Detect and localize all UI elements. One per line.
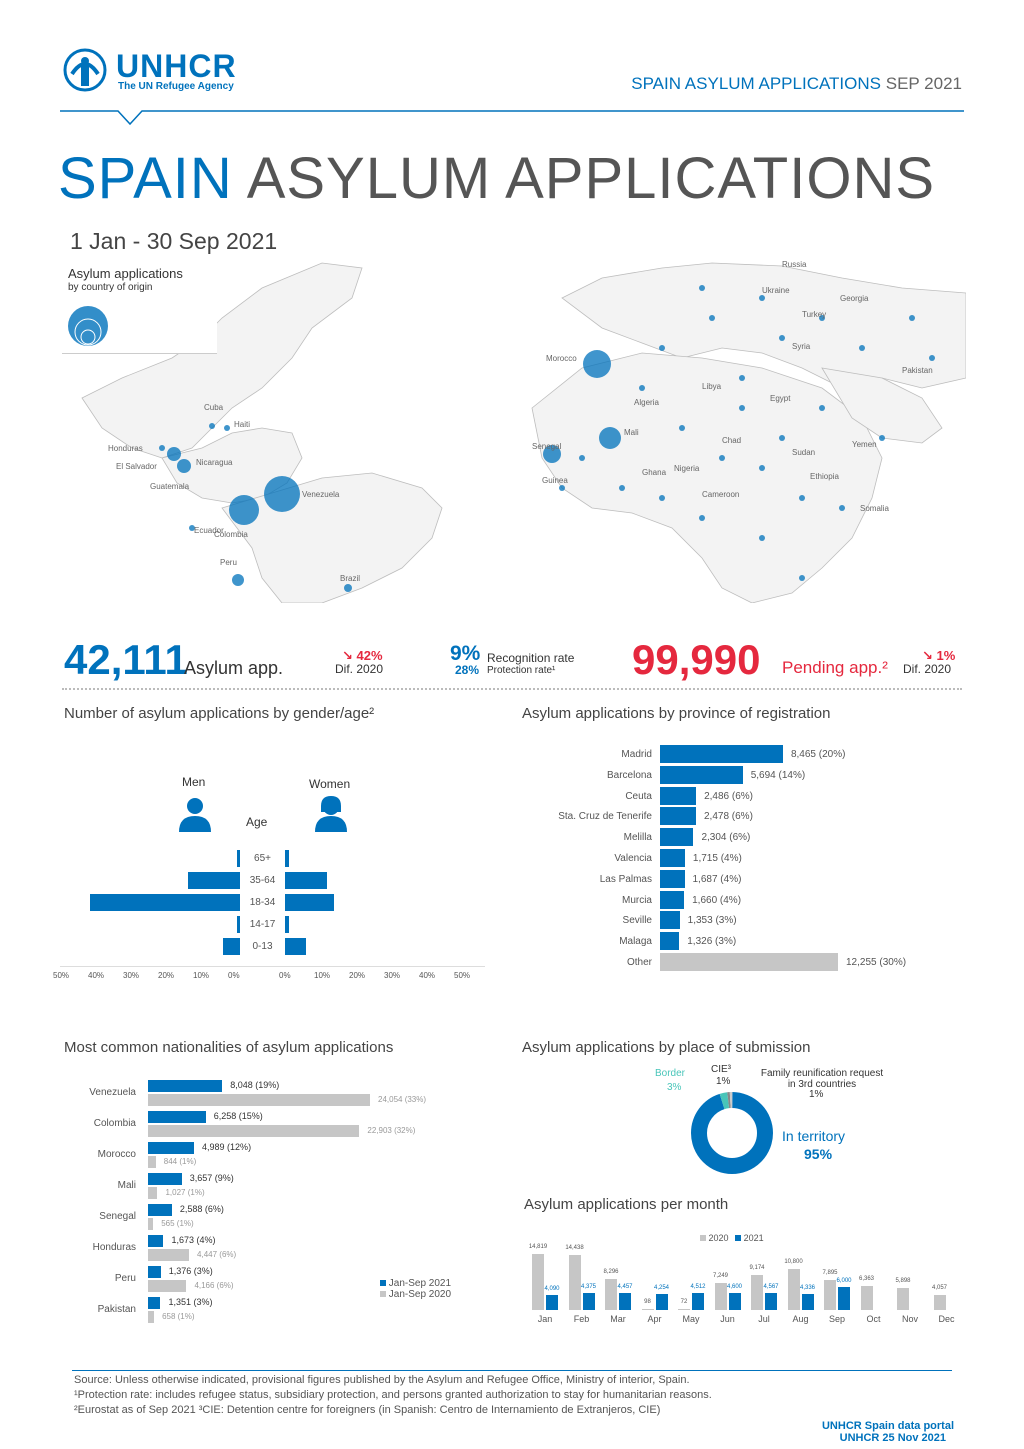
nationality-value-2020: 658 (1%): [162, 1312, 195, 1321]
province-bar: [660, 932, 679, 950]
month-value-2020: 10,800: [784, 1259, 803, 1266]
month-label: Sep: [828, 1314, 845, 1324]
province-name: Murcia: [621, 894, 652, 906]
cie-label: CIE³: [711, 1064, 731, 1075]
month-label: Oct: [866, 1314, 881, 1324]
map-label-libya: Libya: [702, 382, 722, 391]
footer-notes: [74, 1373, 954, 1418]
border-pct: 3%: [667, 1082, 682, 1093]
month-bar-2020: [532, 1254, 544, 1310]
age-group-label: 14-17: [249, 919, 276, 930]
map-label-ukraine: Ukraine: [762, 286, 790, 295]
bubble-venezuela: [264, 476, 300, 512]
nationality-bar-2021: [148, 1235, 163, 1247]
month-value-2021: 4,254: [653, 1284, 669, 1291]
nat-legend: [380, 1278, 451, 1300]
month-bar-2020: [569, 1255, 581, 1310]
nationality-name: Pakistan: [97, 1304, 136, 1315]
month-value-2021: 4,567: [763, 1283, 779, 1290]
map-label-nigeria: Nigeria: [674, 464, 700, 473]
province-name: Seville: [622, 915, 652, 927]
map-label-colombia: Colombia: [214, 530, 248, 539]
kpi-pending-value: 99,990: [632, 636, 761, 683]
nationality-value-2021: 2,588 (6%): [179, 1204, 224, 1214]
nat-legend-2021: Jan-Sep 2021: [388, 1278, 452, 1289]
nationality-value-2021: 1,351 (3%): [168, 1297, 213, 1307]
map-label-haiti: Haiti: [234, 420, 251, 429]
map-label-syria: Syria: [792, 342, 811, 351]
month-bar-2021: [619, 1293, 631, 1310]
month-value-2021: 4,375: [580, 1284, 596, 1291]
month-bar-2021: [838, 1287, 850, 1310]
month-label: May: [682, 1314, 700, 1324]
footer-divider: [72, 1370, 952, 1371]
header-divider: [60, 108, 964, 128]
men-bar: [223, 938, 241, 955]
province-bar: [660, 891, 684, 909]
kpi-recognition-value: 9%: [450, 642, 481, 665]
axis-line: [60, 966, 485, 967]
province-name: Other: [626, 957, 652, 968]
month-bar-2020: [897, 1288, 909, 1310]
province-value: 1,715 (4%): [692, 853, 742, 864]
bubble-nicaragua: [177, 459, 191, 473]
women-bar: [285, 938, 306, 955]
map-label-cuba: Cuba: [204, 403, 224, 412]
axis-tick-left: 50%: [53, 971, 70, 980]
cie-pct: 1%: [716, 1076, 731, 1087]
family-label: Family reunification request in 3rd countries: [760, 1068, 884, 1090]
month-value-2021: 4,600: [726, 1283, 742, 1290]
women-bar: [285, 872, 327, 889]
map-label-ecuador: Ecuador: [194, 526, 224, 535]
territory-label: In territory: [782, 1128, 846, 1144]
nat-legend-2021-swatch: [380, 1280, 386, 1286]
map-label-turkey: Turkey: [802, 310, 827, 319]
nationality-bar-2020: [148, 1249, 189, 1261]
province-value: 2,304 (6%): [701, 832, 751, 844]
monthly-legend-2021: 2021: [743, 1233, 764, 1243]
map-legend-title: Asylum applications: [68, 266, 183, 281]
kpi-asylum-label: Asylum app.: [184, 658, 284, 678]
nationality-bar-2020: [148, 1187, 157, 1199]
nationality-value-2020: 24,054 (33%): [378, 1095, 427, 1104]
province-value: 5,694 (14%): [750, 769, 806, 781]
kpi-pending-diff: ↘ 1%: [922, 648, 956, 663]
map-label-somalia: Somalia: [860, 504, 889, 513]
age-label: Age: [246, 815, 268, 829]
men-bar: [237, 916, 241, 933]
map-label-pakistan: Pakistan: [902, 366, 933, 375]
kpi-asylum-diff-label: Dif. 2020: [335, 662, 384, 676]
province-value: 12,255 (30%): [846, 957, 907, 968]
month-value-2021: 6,000: [836, 1278, 852, 1285]
map-label-algeria: Algeria: [634, 398, 659, 407]
nationality-value-2020: 1,027 (1%): [165, 1188, 205, 1197]
month-bar-2021: [802, 1294, 814, 1310]
monthly-legend-2020: 2020: [708, 1233, 729, 1243]
axis-tick-right: 50%: [454, 971, 471, 980]
map-label-georgia: Georgia: [840, 294, 869, 303]
men-label: Men: [182, 775, 206, 789]
month-label: Jan: [537, 1314, 553, 1324]
kpi-pending-diff-label: Dif. 2020: [903, 662, 952, 676]
axis-tick-left: 20%: [158, 971, 175, 980]
month-bar-2021: [729, 1293, 741, 1310]
province-name: Las Palmas: [599, 873, 652, 885]
nationality-value-2021: 6,258 (15%): [213, 1111, 263, 1121]
month-label: Aug: [792, 1314, 809, 1324]
map-label-cameroon: Cameroon: [702, 490, 740, 499]
report-header: [631, 74, 962, 94]
map-label-peru: Peru: [220, 558, 237, 567]
nationality-value-2020: 844 (1%): [163, 1157, 197, 1166]
month-bar-2020: [861, 1286, 873, 1310]
map-label-brazil: Brazil: [340, 574, 361, 583]
bubble-mali: [599, 427, 621, 449]
nationality-value-2020: 22,903 (32%): [367, 1126, 416, 1135]
month-label: Jul: [758, 1314, 770, 1324]
territory-pct: 95%: [804, 1146, 833, 1162]
month-value-2020: 7,895: [822, 1270, 838, 1277]
nationality-bar-2021: [148, 1204, 172, 1216]
month-label: Mar: [610, 1314, 626, 1324]
woman-icon: [313, 796, 349, 832]
kpi-pending-label: Pending app.²: [782, 658, 888, 677]
province-bar: [660, 787, 696, 805]
unhcr-logo: [60, 48, 250, 98]
axis-tick-right: 40%: [419, 971, 436, 980]
month-value-2021: 4,336: [799, 1284, 815, 1291]
province-name: Madrid: [621, 749, 652, 760]
province-name: Malaga: [619, 936, 652, 948]
nationality-bar-2020: [148, 1311, 154, 1323]
page-title: [58, 145, 935, 212]
province-value: 2,486 (6%): [704, 790, 754, 802]
month-value-2020: 7,249: [712, 1272, 728, 1279]
nationality-bar-2020: [148, 1156, 156, 1168]
map-label-russia: Russia: [782, 260, 807, 269]
footer-note1: ¹Protection rate: includes refugee status, subsidiary protection, and persons granted authorization to stay for humanitarian reasons.: [74, 1389, 712, 1401]
nationality-value-2021: 8,048 (19%): [230, 1080, 280, 1090]
province-value: 1,326 (3%): [687, 936, 737, 948]
month-value-2020: 9,174: [749, 1265, 765, 1272]
men-bar: [90, 894, 241, 911]
footer-date: UNHCR 25 Nov 2021: [839, 1432, 946, 1444]
nationality-name: Peru: [114, 1273, 136, 1284]
nationality-bar-2020: [148, 1125, 359, 1137]
nationalities-title: Most common nationalities of asylum applications: [64, 1039, 394, 1056]
nationality-value-2020: 4,166 (6%): [194, 1281, 234, 1290]
kpi-protection-value: 28%: [455, 663, 480, 677]
map-label-venezuela: Venezuela: [302, 490, 340, 499]
nationality-value-2021: 1,376 (3%): [168, 1266, 213, 1276]
month-value-2020: 98: [644, 1299, 651, 1305]
month-label: Feb: [573, 1314, 590, 1324]
month-bar-2020: [678, 1309, 690, 1310]
nationality-bar-2021: [148, 1111, 206, 1123]
map-area: [62, 258, 966, 603]
donut-slice: [699, 1100, 765, 1166]
month-value-2021: 4,457: [617, 1284, 633, 1291]
province-value: 1,687 (4%): [692, 873, 742, 885]
month-value-2020: 14,819: [528, 1244, 548, 1250]
province-bar: [660, 870, 685, 888]
map-label-egypt: Egypt: [770, 394, 791, 403]
nationality-bar-2021: [148, 1266, 161, 1278]
month-label: Apr: [647, 1314, 662, 1324]
submission-title: Asylum applications by place of submission: [522, 1039, 811, 1056]
province-bar: [660, 953, 838, 971]
gender-age-title: Number of asylum applications by gender/age²: [64, 705, 375, 722]
axis-tick-left: 40%: [88, 971, 105, 980]
month-label: Dec: [938, 1314, 955, 1324]
month-bar-2021: [692, 1293, 704, 1310]
province-name: Melilla: [623, 832, 652, 844]
province-name: Valencia: [614, 853, 652, 864]
map-label-honduras: Honduras: [108, 444, 143, 453]
bubble-colombia: [229, 495, 259, 525]
month-bar-2020: [751, 1275, 763, 1310]
women-bar: [285, 850, 289, 867]
province-name: Barcelona: [606, 769, 652, 781]
kpi-asylum-value: 42,111: [64, 636, 188, 683]
kpi-protection-label: Protection rate¹: [487, 665, 556, 676]
province-name: Sta. Cruz de Tenerife: [558, 811, 652, 823]
age-group-label: 0-13: [252, 941, 273, 952]
province-bar: [660, 807, 696, 825]
women-label: Women: [309, 777, 351, 791]
month-value-2021: 4,090: [544, 1285, 560, 1292]
province-bar: [660, 911, 680, 929]
map-label-chad: Chad: [722, 436, 742, 445]
month-bar-2021: [765, 1293, 777, 1310]
nationality-value-2020: 565 (1%): [161, 1219, 194, 1228]
kpi-divider: [62, 688, 962, 690]
map-label-senegal: Senegal: [532, 442, 562, 451]
logo-subtitle: The UN Refugee Agency: [118, 81, 234, 92]
footer-portal[interactable]: UNHCR Spain data portal: [821, 1420, 954, 1432]
nationality-name: Colombia: [93, 1118, 136, 1129]
age-group-label: 18-34: [249, 897, 276, 908]
month-bar-2021: [656, 1294, 668, 1310]
month-value-2020: 5,898: [895, 1277, 911, 1284]
axis-tick-left: 0%: [228, 971, 240, 980]
month-label: Nov: [901, 1314, 918, 1324]
month-label: Jun: [720, 1314, 735, 1324]
monthly-chart: [524, 1240, 964, 1330]
map-label-morocco: Morocco: [546, 354, 577, 363]
nationality-name: Mali: [117, 1180, 136, 1191]
province-bar: [660, 849, 685, 867]
nationality-bar-2021: [148, 1297, 160, 1309]
axis-tick-right: 0%: [279, 971, 291, 980]
bubble-honduras: [167, 447, 181, 461]
nationality-bar-2020: [148, 1094, 370, 1106]
province-name: Ceuta: [625, 790, 652, 802]
province-chart: [520, 745, 970, 985]
axis-tick-right: 30%: [384, 971, 401, 980]
bubble-peru: [232, 574, 244, 586]
logo-text: UNHCR: [116, 48, 237, 84]
month-bar-2020: [642, 1309, 654, 1310]
age-group-label: 65+: [254, 853, 271, 864]
map-legend-subtitle: by country of origin: [68, 282, 153, 293]
axis-tick-right: 10%: [314, 971, 331, 980]
report-header-title: SPAIN ASYLUM APPLICATIONS: [631, 74, 881, 93]
women-bar: [285, 916, 289, 933]
map-bubbles: [62, 258, 966, 603]
footer-source: Source: Unless otherwise indicated, provisional figures published by the Asylum and Refugee Office, Ministry of interior, Spain.: [74, 1374, 690, 1386]
map-label-nicaragua: Nicaragua: [196, 458, 233, 467]
submission-donut: [687, 1088, 777, 1178]
province-bar: [660, 828, 693, 846]
nat-legend-2020-swatch: [380, 1291, 386, 1297]
nationality-value-2020: 4,447 (6%): [197, 1250, 237, 1259]
month-bar-2020: [824, 1280, 836, 1310]
province-bar: [660, 766, 743, 784]
nationality-name: Honduras: [92, 1242, 136, 1253]
map-label-guatemala: Guatemala: [150, 482, 190, 491]
month-value-2020: 72: [680, 1299, 688, 1305]
map-label-guinea: Guinea: [542, 476, 568, 485]
month-value-2020: 6,363: [858, 1275, 874, 1282]
unhcr-emblem-icon: [60, 48, 110, 94]
man-icon: [177, 796, 213, 832]
gender-age-chart: [53, 850, 485, 995]
axis-tick-right: 20%: [349, 971, 366, 980]
axis-tick-left: 30%: [123, 971, 140, 980]
footer-note2: ²Eurostat as of Sep 2021 ³CIE: Detention centre for foreigners (in Spanish: Centro de Internamiento de Extranjeros, CIE): [74, 1404, 661, 1416]
men-bar: [188, 872, 241, 889]
province-value: 2,478 (6%): [703, 811, 753, 823]
family-pct: 1%: [809, 1089, 824, 1100]
border-label: Border: [655, 1068, 686, 1079]
nationality-bar-2021: [148, 1173, 182, 1185]
bubble-morocco: [583, 350, 611, 378]
nationality-bar-2020: [148, 1280, 186, 1292]
map-label-mali: Mali: [624, 428, 639, 437]
nationality-name: Morocco: [97, 1149, 136, 1160]
nationality-value-2021: 3,657 (9%): [189, 1173, 234, 1183]
month-bar-2021: [546, 1295, 558, 1310]
axis-tick-left: 10%: [193, 971, 210, 980]
nationality-value-2021: 1,673 (4%): [171, 1235, 216, 1245]
province-title: Asylum applications by province of registration: [522, 705, 831, 722]
map-label-ethiopia: Ethiopia: [810, 472, 839, 481]
month-value-2021: 4,512: [690, 1283, 706, 1290]
report-header-date: SEP 2021: [885, 74, 962, 93]
age-group-label: 35-64: [249, 875, 276, 886]
month-bar-2020: [934, 1295, 946, 1310]
month-value-2020: 4,057: [931, 1284, 947, 1291]
nationality-bar-2021: [148, 1142, 194, 1154]
men-bar: [237, 850, 241, 867]
period: 1 Jan - 30 Sep 2021: [70, 228, 278, 254]
nationality-name: Senegal: [99, 1211, 136, 1222]
page-title-rest: ASYLUM APPLICATIONS: [246, 146, 936, 211]
province-value: 8,465 (20%): [790, 749, 846, 760]
nat-legend-2020: Jan-Sep 2020: [388, 1289, 452, 1300]
kpi-recognition-label: Recognition rate: [487, 651, 575, 665]
map-label-el-salvador: El Salvador: [116, 462, 157, 471]
province-value: 1,353 (3%): [687, 915, 737, 927]
nationality-name: Venezuela: [89, 1087, 136, 1098]
nationality-bar-2020: [148, 1218, 153, 1230]
province-value: 1,660 (4%): [692, 894, 742, 906]
women-bar: [285, 894, 334, 911]
province-bar: [660, 745, 783, 763]
map-label-yemen: Yemen: [852, 440, 877, 449]
month-value-2020: 8,296: [603, 1268, 619, 1275]
kpi-asylum-diff: ↘ 42%: [342, 648, 383, 663]
page-title-strong: SPAIN: [58, 146, 233, 211]
month-value-2020: 14,438: [565, 1245, 584, 1252]
map-label-sudan: Sudan: [792, 448, 816, 457]
nationality-value-2021: 4,989 (12%): [202, 1142, 252, 1152]
nationality-bar-2021: [148, 1080, 222, 1092]
month-bar-2021: [583, 1293, 595, 1310]
map-label-ghana: Ghana: [642, 468, 667, 477]
monthly-title: Asylum applications per month: [524, 1196, 729, 1213]
